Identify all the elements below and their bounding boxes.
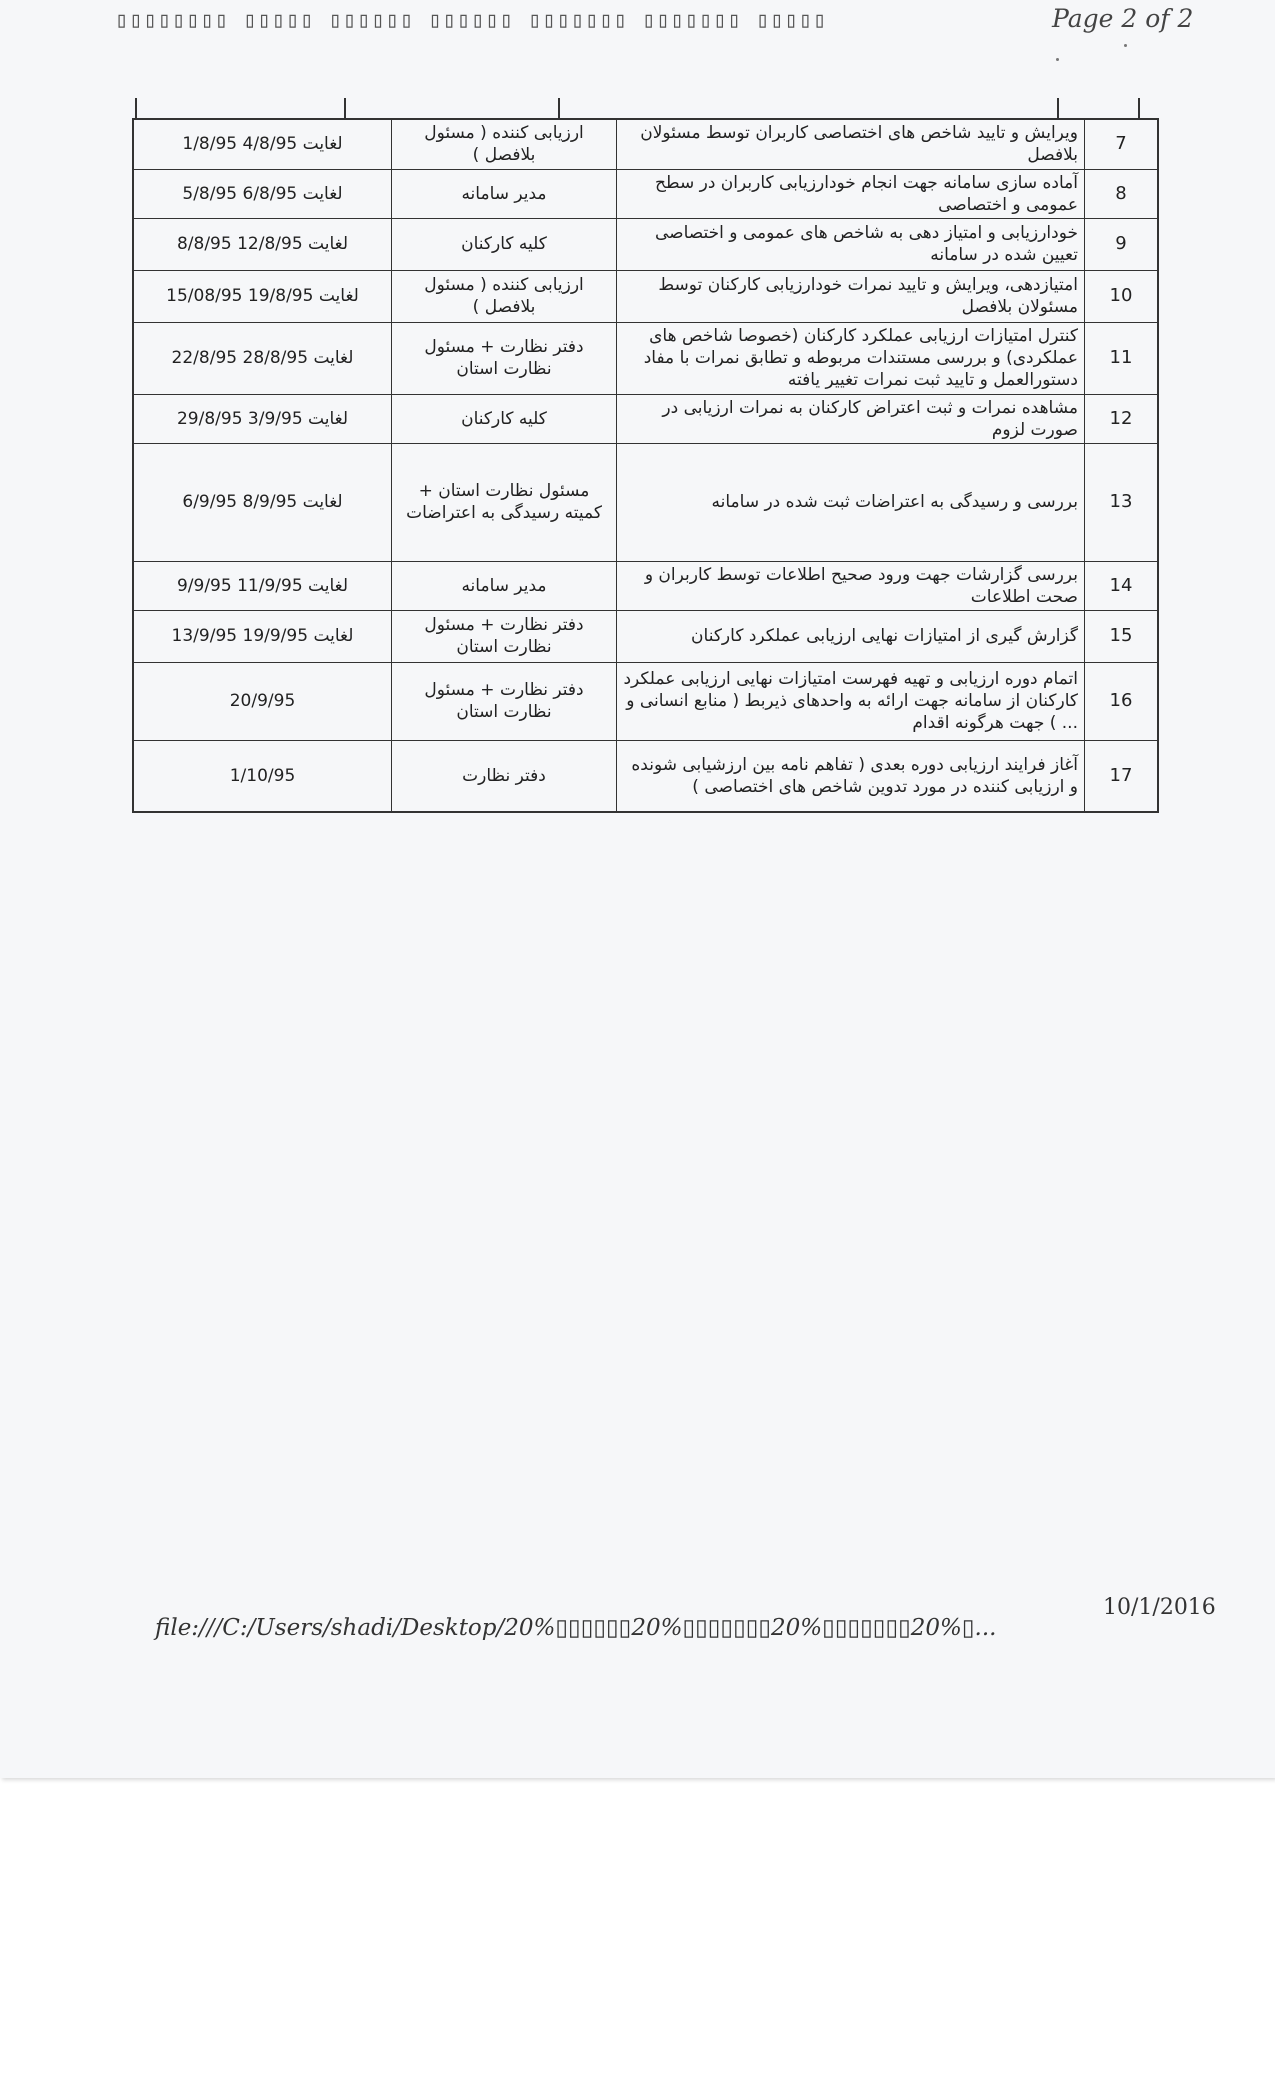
- row-activity: آماده سازی سامانه جهت انجام خودارزیابی کاربران در سطح عمومی و اختصاصی: [617, 169, 1085, 218]
- row-date: 15/08/95 لغایت 19/8/95: [133, 270, 392, 322]
- row-responsible: دفتر نظارت + مسئول نظارت استان: [392, 662, 617, 740]
- scan-speck: [1124, 44, 1127, 47]
- row-number: 9: [1085, 218, 1159, 270]
- scan-speck: [1056, 58, 1059, 61]
- row-responsible: کلیه کارکنان: [392, 218, 617, 270]
- row-number: 12: [1085, 394, 1159, 443]
- row-number: 15: [1085, 610, 1159, 662]
- row-date: 1/8/95 لغایت 4/8/95: [133, 119, 392, 169]
- table-row: [133, 662, 1158, 740]
- stub-line: [558, 98, 560, 118]
- row-responsible: دفتر نظارت + مسئول نظارت استان: [392, 610, 617, 662]
- row-number: 16: [1085, 662, 1159, 740]
- table-row: [133, 119, 1158, 169]
- footer-print-date: 10/1/2016: [1103, 1595, 1216, 1620]
- schedule-table-wrapper: [132, 118, 1159, 813]
- row-number: 11: [1085, 322, 1159, 394]
- table-row: [133, 561, 1158, 610]
- row-activity: مشاهده نمرات و ثبت اعتراض کارکنان به نمرات ارزیابی در صورت لزوم: [617, 394, 1085, 443]
- table-top-stubs: [132, 98, 1159, 118]
- row-date: 29/8/95 لغایت 3/9/95: [133, 394, 392, 443]
- stub-line: [1057, 98, 1059, 118]
- table-row: [133, 740, 1158, 812]
- row-responsible: مسئول نظارت استان + کمیته رسیدگی به اعتراضات: [392, 443, 617, 561]
- schedule-table: [132, 118, 1159, 813]
- row-responsible: دفتر نظارت + مسئول نظارت استان: [392, 322, 617, 394]
- row-activity: امتیازدهی، ویرایش و تایید نمرات خودارزیابی کارکنان توسط مسئولان بلافصل: [617, 270, 1085, 322]
- stub-line: [1138, 98, 1140, 118]
- page-number: Page 2 of 2: [1052, 4, 1194, 33]
- row-responsible: ارزیابی کننده ( مسئول بلافصل ): [392, 119, 617, 169]
- row-date: 5/8/95 لغایت 6/8/95: [133, 169, 392, 218]
- row-activity: خودارزیابی و امتیاز دهی به شاخص های عمومی و اختصاصی تعیین شده در سامانه: [617, 218, 1085, 270]
- garbled-header-title: ▯▯▯▯▯▯▯▯ ▯▯▯▯▯ ▯▯▯▯▯▯ ▯▯▯▯▯▯ ▯▯▯▯▯▯▯ ▯▯▯▯▯▯▯ ▯▯▯▯▯: [115, 8, 828, 33]
- row-number: 7: [1085, 119, 1159, 169]
- row-responsible: ارزیابی کننده ( مسئول بلافصل ): [392, 270, 617, 322]
- row-responsible: مدیر سامانه: [392, 169, 617, 218]
- row-date: 20/9/95: [133, 662, 392, 740]
- row-activity: اتمام دوره ارزیابی و تهیه فهرست امتیازات نهایی ارزیابی عملکرد کارکنان از سامانه جهت ارائه به واحدهای ذیربط ( منابع انسانی و ... ) جهت هرگونه اقدام: [617, 662, 1085, 740]
- row-date: 13/9/95 لغایت 19/9/95: [133, 610, 392, 662]
- table-row: [133, 394, 1158, 443]
- row-activity: آغاز فرایند ارزیابی دوره بعدی ( تفاهم نامه بین ارزشیابی شونده و ارزیابی کننده در مورد تدوین شاخص های اختصاصی ): [617, 740, 1085, 812]
- row-responsible: دفتر نظارت: [392, 740, 617, 812]
- row-responsible: کلیه کارکنان: [392, 394, 617, 443]
- table-row: [133, 169, 1158, 218]
- row-date: 22/8/95 لغایت 28/8/95: [133, 322, 392, 394]
- row-date: 8/8/95 لغایت 12/8/95: [133, 218, 392, 270]
- row-responsible: مدیر سامانه: [392, 561, 617, 610]
- row-date: 1/10/95: [133, 740, 392, 812]
- row-activity: بررسی و رسیدگی به اعتراضات ثبت شده در سامانه: [617, 443, 1085, 561]
- row-date: 6/9/95 لغایت 8/9/95: [133, 443, 392, 561]
- row-activity: ویرایش و تایید شاخص های اختصاصی کاربران توسط مسئولان بلافصل: [617, 119, 1085, 169]
- stub-line: [135, 98, 137, 118]
- row-activity: کنترل امتیازات ارزیابی عملکرد کارکنان (خصوصا شاخص های عملکردی) و بررسی مستندات مربوطه و تطابق نمرات با مفاد دستورالعمل و تایید ثبت نمرات تغییر یافته: [617, 322, 1085, 394]
- row-activity: بررسی گزارشات جهت ورود صحیح اطلاعات توسط کاربران و صحت اطلاعات: [617, 561, 1085, 610]
- row-date: 9/9/95 لغایت 11/9/95: [133, 561, 392, 610]
- table-row: [133, 270, 1158, 322]
- table-row: [133, 218, 1158, 270]
- row-number: 10: [1085, 270, 1159, 322]
- row-number: 8: [1085, 169, 1159, 218]
- row-number: 14: [1085, 561, 1159, 610]
- row-activity: گزارش گیری از امتیازات نهایی ارزیابی عملکرد کارکنان: [617, 610, 1085, 662]
- table-row: [133, 443, 1158, 561]
- row-number: 13: [1085, 443, 1159, 561]
- row-number: 17: [1085, 740, 1159, 812]
- footer-file-path: file:///C:/Users/shadi/Desktop/20%▯▯▯▯▯▯20%▯▯▯▯▯▯▯20%▯▯▯▯▯▯▯20%▯...: [155, 1615, 997, 1641]
- table-row: [133, 322, 1158, 394]
- stub-line: [344, 98, 346, 118]
- table-row: [133, 610, 1158, 662]
